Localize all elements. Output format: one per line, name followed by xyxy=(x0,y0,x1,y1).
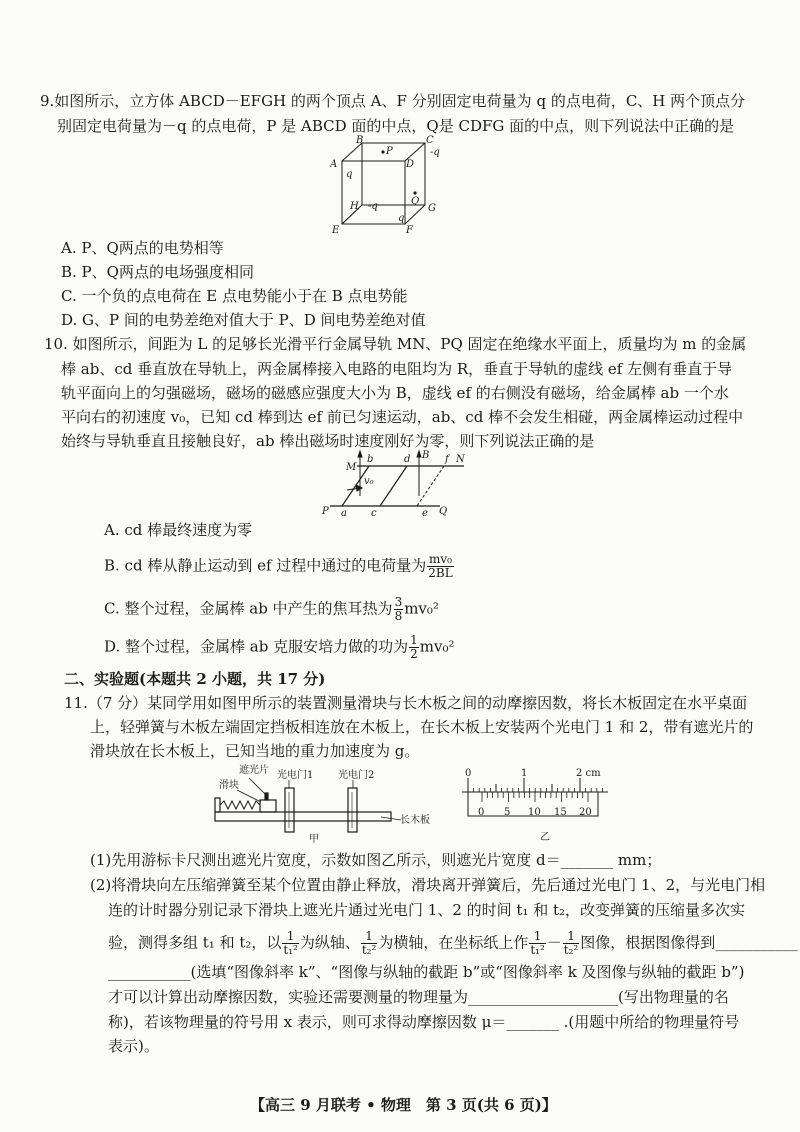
vernier-caliper-figure xyxy=(458,766,618,844)
fraction-numerator: 3 xyxy=(394,595,403,609)
vernier-15: 15 xyxy=(554,807,567,818)
q9-stem-line2: 别固定电荷量为－q 的点电荷，P 是 ABCD 面的中点，Q是 CDFG 面的中点，则下列说法中正确的是 xyxy=(57,117,735,135)
fraction-1-over-t1sq-b xyxy=(529,930,545,957)
fraction-numerator: 1 xyxy=(282,930,298,944)
q11-part2-line4: ___________(选填“图像斜率 k”、“图像与纵轴的截距 b”或“图像斜率 k 及图像与纵轴的截距 b”) xyxy=(108,963,745,981)
text-d: － xyxy=(546,933,562,952)
q11-part2-line2: 连的计时器分别记录下滑块上遮光片通过光电门 1、2 的时间 t₁ 和 t₂，改变弹簧的压缩量多次实 xyxy=(108,901,746,919)
label-N: N xyxy=(456,454,465,465)
vertex-E: E xyxy=(332,225,340,236)
q11-stem-line1: 11.（7 分）某同学用如图甲所示的装置测量滑块与长木板之间的动摩擦因数，将长木板固定在水平桌面 xyxy=(64,694,748,712)
label-board: 长木板 xyxy=(400,815,430,826)
vertex-G: G xyxy=(428,203,436,214)
q10-option-c-term: mv₀² xyxy=(404,599,439,618)
label-a: a xyxy=(341,508,347,518)
label-gate2: 光电门2 xyxy=(338,770,375,781)
q11-stem-line2: 上，轻弹簧与木板左端固定挡板相连放在木板上，在长木板上安装两个光电门 1 和 2，带有遮光片的 xyxy=(90,718,754,736)
q10-stem-line5: 始终与导轨垂直且接触良好，ab 棒出磁场时速度刚好为零，则下列说法正确的是 xyxy=(61,432,595,450)
main-scale-0: 0 xyxy=(465,768,472,779)
q11-part2-line6: 称)，若该物理量的符号用 x 表示，则可求得动摩擦因数 μ＝_______ .(用题中所给的物理量符号 xyxy=(108,1013,740,1031)
q11-part2-line3 xyxy=(108,930,798,957)
fraction-denominator: t₁² xyxy=(283,943,298,957)
point-P: P xyxy=(386,146,393,157)
fraction-1-over-t2sq xyxy=(361,930,377,957)
label-P: P xyxy=(322,506,329,517)
vernier-20: 20 xyxy=(579,807,592,818)
q11-part2-line7: 表示)。 xyxy=(108,1037,159,1055)
text-e: 图像，根据图像得到___________ xyxy=(580,933,798,952)
fraction-denominator: 2 xyxy=(410,647,418,661)
q10-stem-line4: 平向右的初速度 v₀，已知 cd 棒到达 ef 前已匀速运动，ab、cd 棒不会发生相碰，两金属棒运动过程中 xyxy=(61,408,744,426)
q9-option-b: B. P、Q两点的电场强度相同 xyxy=(61,263,254,281)
q9-option-a: A. P、Q两点的电势相等 xyxy=(61,239,224,257)
label-b: b xyxy=(367,454,374,465)
caption-jia: 甲 xyxy=(309,834,319,844)
label-v0: v₀ xyxy=(364,476,374,487)
caption-yi: 乙 xyxy=(540,832,550,843)
q11-part2-line5: 才可以计算出动摩擦因数，实验还需要测量的物理量为____________________(写出物理量的名 xyxy=(108,988,729,1006)
cube-figure xyxy=(330,135,450,237)
fraction-1-over-t2sq-b xyxy=(563,930,579,957)
charge-C: -q xyxy=(430,147,440,158)
fraction-numerator: mv₀ xyxy=(429,552,452,566)
label-shade: 遮光片 xyxy=(239,765,269,776)
fraction-numerator: 1 xyxy=(529,930,545,944)
label-Q: Q xyxy=(439,506,448,517)
q9-option-d: D. G、P 间的电势差绝对值大于 P、D 间电势差绝对值 xyxy=(61,311,426,329)
page-footer: 【高三 9 月联考 • 物理 第 3 页(共 6 页)】 xyxy=(250,1096,557,1114)
fraction-numerator: 1 xyxy=(563,930,579,944)
vertex-D: D xyxy=(406,159,415,170)
label-c: c xyxy=(371,508,377,518)
q10-option-a: A. cd 棒最终速度为零 xyxy=(104,521,253,539)
label-e: e xyxy=(422,508,428,518)
fraction-numerator: 1 xyxy=(410,633,418,647)
fraction-numerator: 1 xyxy=(361,930,377,944)
fraction-denominator: 2BL xyxy=(428,566,453,580)
main-scale-1: 1 xyxy=(521,768,528,779)
q11-part1: (1)先用游标卡尺测出遮光片宽度，示数如图乙所示，则遮光片宽度 d＝_______ mm； xyxy=(90,851,662,869)
q10-option-d-text: D. 整个过程，金属棒 ab 克服安培力做的功为 xyxy=(104,637,409,656)
charge-H: -q xyxy=(368,201,378,212)
q10-option-c-text: C. 整个过程，金属棒 ab 中产生的焦耳热为 xyxy=(104,599,393,618)
label-gate1: 光电门1 xyxy=(277,770,314,781)
q10-option-b-fraction xyxy=(427,553,453,580)
q9-option-c: C. 一个负的点电荷在 E 点电势能小于在 B 点电势能 xyxy=(61,287,408,305)
label-f: f xyxy=(445,454,449,465)
fraction-denominator: t₁² xyxy=(530,943,545,957)
text-a: 验，测得多组 t₁ 和 t₂，以 xyxy=(108,933,282,952)
fraction-1-over-t1sq xyxy=(282,930,298,957)
q11-part2-line1: (2)将滑块向左压缩弹簧至某个位置由静止释放，滑块离开弹簧后，先后通过光电门 1、2，与光电门相 xyxy=(90,876,766,894)
section-heading: 二、实验题(本题共 2 小题，共 17 分) xyxy=(64,670,326,688)
q10-stem-line2: 棒 ab、cd 垂直放在导轨上，两金属棒接入电路的电阻均为 R，垂直于导轨的虚线 ef 左侧有垂直于导 xyxy=(61,360,733,378)
fraction-denominator: t₂² xyxy=(361,943,377,957)
fraction-denominator: 8 xyxy=(394,609,403,623)
fraction-denominator: t₂² xyxy=(563,943,579,957)
q10-option-d xyxy=(104,634,455,661)
apparatus-figure xyxy=(205,762,440,844)
vernier-10: 10 xyxy=(528,807,541,818)
vernier-5: 5 xyxy=(504,807,511,818)
vertex-H: H xyxy=(350,201,359,212)
vertex-C: C xyxy=(426,135,434,146)
main-scale-2cm: 2 cm xyxy=(576,768,601,779)
vernier-0: 0 xyxy=(478,807,485,818)
label-M: M xyxy=(346,462,357,473)
label-slider: 滑块 xyxy=(219,780,239,791)
label-d: d xyxy=(404,454,411,465)
q9-stem-line1: 9.如图所示，立方体 ABCD－EFGH 的两个顶点 A、F 分别固定电荷量为 q 的点电荷，C、H 两个顶点分 xyxy=(40,92,746,110)
q10-option-b-text: B. cd 棒从静止运动到 ef 过程中通过的电荷量为 xyxy=(104,556,427,575)
q10-option-d-fraction xyxy=(409,634,419,661)
text-b: 为纵轴、 xyxy=(299,933,360,952)
vertex-B: B xyxy=(356,135,364,146)
rails-figure xyxy=(322,448,472,518)
vertex-F: F xyxy=(406,225,413,236)
q10-option-c-fraction xyxy=(394,596,404,623)
q11-stem-line3: 滑块放在长木板上，已知当地的重力加速度为 g。 xyxy=(90,742,420,760)
point-Q: Q xyxy=(411,196,420,207)
charge-A: q xyxy=(346,169,353,180)
q10-stem-line1: 10. 如图所示，间距为 L 的足够长光滑平行金属导轨 MN、PQ 固定在绝缘水平面上，质量均为 m 的金属 xyxy=(44,335,747,353)
charge-F: q xyxy=(398,213,405,224)
q10-option-c xyxy=(104,596,439,623)
q10-option-b xyxy=(104,553,455,580)
q10-option-d-term: mv₀² xyxy=(419,637,455,656)
text-c: 为横轴，在坐标纸上作 xyxy=(378,933,529,952)
label-B-field: B xyxy=(422,450,430,461)
vertex-A: A xyxy=(330,159,338,170)
q10-stem-line3: 轨平面向上的匀强磁场，磁场的磁感应强度大小为 B，虚线 ef 的右侧没有磁场，给金属棒 ab 一个水 xyxy=(61,384,729,402)
